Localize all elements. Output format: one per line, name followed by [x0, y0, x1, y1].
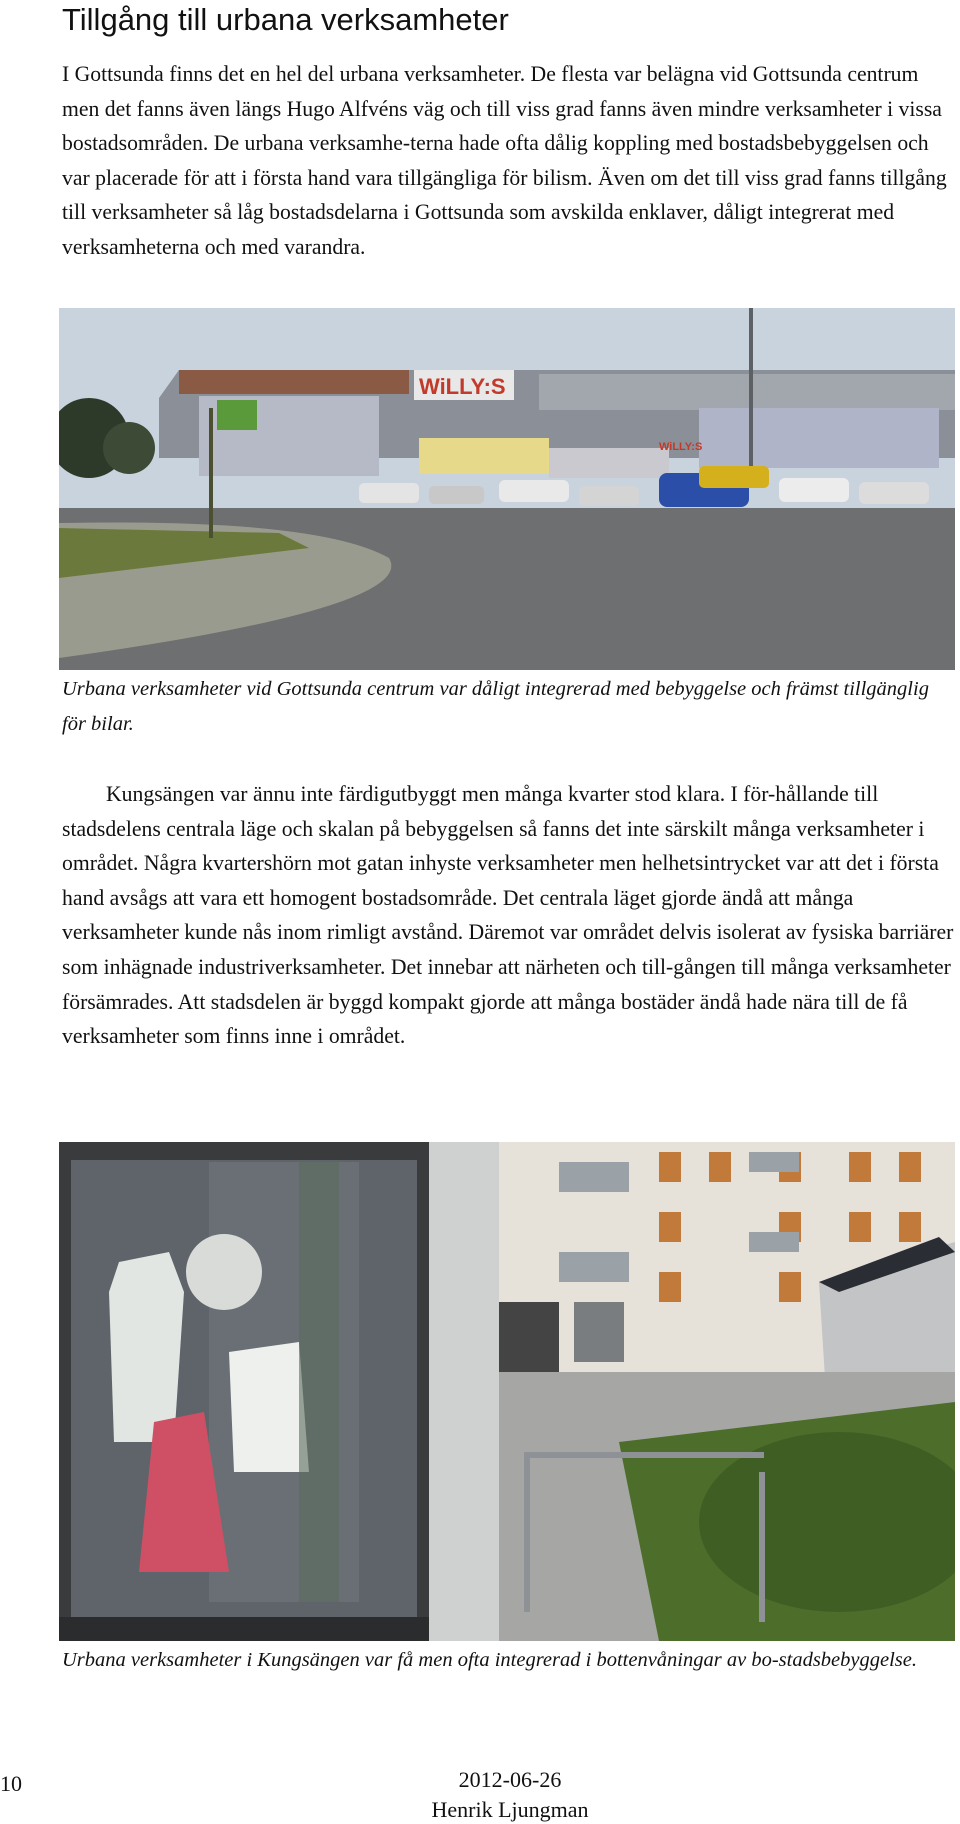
parking-lot-photo: [59, 308, 955, 670]
paragraph-gottsunda: I Gottsunda finns det en hel del urbana verksamheter. De flesta var belägna vid Gottsunda centrum men det fanns även längs Hugo Alfvéns väg och till viss grad fanns även mindre verksamheter i vissa bostadsområden. De urbana verksamhe-terna hade ofta dålig koppling med bostadsbebyggelsen och var placerade för att i första hand vara tillgängliga för bilism. Även om det till viss grad fanns tillgång till verksamheter så låg bostadsdelarna i Gottsunda som avskilda enklaver, dåligt integrerat med verksamheterna och med varandra.: [62, 62, 947, 259]
shop-window-illustration: [59, 1142, 955, 1641]
section-heading: Tillgång till urbana verksamheter: [62, 2, 509, 37]
store-sign: WiLLY:S: [419, 374, 506, 399]
page-number: 10: [0, 1771, 22, 1796]
shop-window-photo: [59, 1142, 955, 1641]
store-sign-small: WiLLY:S: [659, 441, 703, 453]
paragraph-kungsangen: Kungsängen var ännu inte färdigutbyggt men många kvarter stod klara. I för-hållande till stadsdelens centrala läge och skalan på bebyggelsen så fanns det inte särskilt många verksamheter i området. Några kvartershörn mot gatan inhyste verksamheter men helhetsintrycket var att det i första hand avsågs att vara ett homogent bostadsområde. Det centrala läget gjorde ändå att många verksamheter kunde nås inom rimligt avstånd. Däremot var området delvis isolerat av fysiska barriärer som inhägnade industriverksamheter. Det innebar att närheten och till-gången till många verksamheter försämrades. Att stadsdelen är byggd kompakt gjorde att många bostäder ändå hade nära till de få verksamheter som finns inne i området.: [62, 782, 954, 1049]
parking-lot-illustration: [59, 308, 955, 670]
footer-author: Henrik Ljungman: [431, 1797, 589, 1822]
caption-gottsunda: Urbana verksamheter vid Gottsunda centrum var dåligt integrerad med bebyggelse och främst tillgänglig för bilar.: [62, 678, 929, 735]
caption-kungsangen: Urbana verksamheter i Kungsängen var få men ofta integrerad i bottenvåningar av bo-stadsbebyggelse.: [62, 1649, 917, 1671]
footer-date: 2012-06-26: [458, 1767, 562, 1792]
